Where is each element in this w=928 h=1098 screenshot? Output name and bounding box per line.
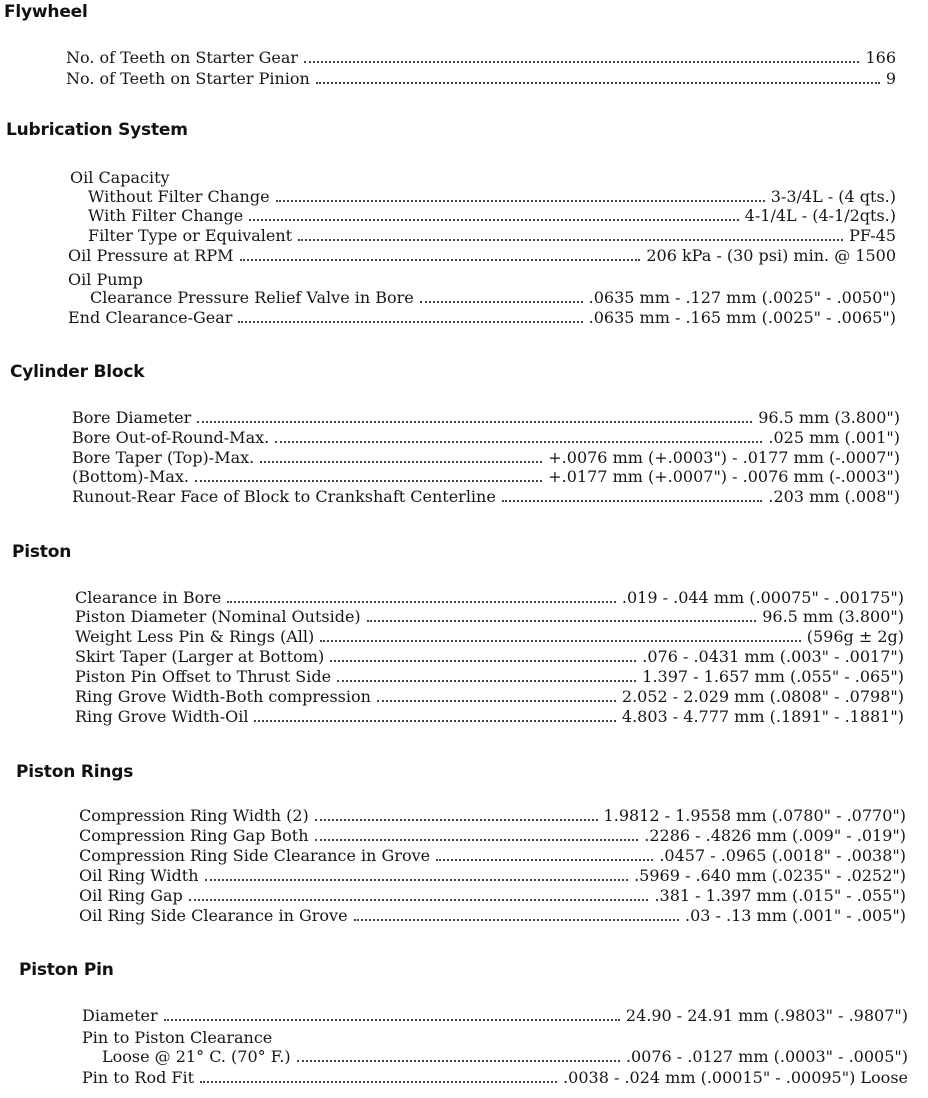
section-heading-piston-rings: Piston Rings	[16, 762, 134, 782]
spec-value: .203 mm (.008")	[768, 487, 900, 506]
dot-leader	[240, 259, 641, 261]
spec-label: Oil Ring Gap	[79, 886, 183, 905]
section-heading-piston-pin: Piston Pin	[19, 960, 114, 980]
spec-value: .2286 - .4826 mm (.009" - .019")	[644, 826, 906, 845]
spec-label: Clearance in Bore	[75, 588, 222, 607]
spec-label: Oil Pressure at RPM	[68, 246, 234, 265]
spec-value: .381 - 1.397 mm (.015" - .055")	[654, 886, 906, 905]
dot-leader	[275, 441, 762, 443]
spec-value: 166	[865, 48, 896, 67]
spec-label: Compression Ring Side Clearance in Grove	[79, 846, 431, 865]
spec-row	[66, 69, 896, 88]
spec-value: +.0076 mm (+.0003") - .0177 mm (-.0007")	[548, 448, 900, 467]
spec-value: 1.397 - 1.657 mm (.055" - .065")	[642, 667, 904, 686]
spec-row	[68, 246, 896, 265]
dot-leader	[502, 500, 763, 502]
spec-label: Bore Diameter	[72, 408, 192, 427]
spec-value: .0635 mm - .127 mm (.0025" - .0050")	[588, 288, 896, 307]
dot-leader	[205, 879, 629, 881]
spec-label: Oil Ring Side Clearance in Grove	[79, 906, 348, 925]
spec-value: .03 - .13 mm (.001" - .005")	[684, 906, 906, 925]
dot-leader	[330, 660, 636, 662]
spec-row	[82, 1068, 908, 1087]
dot-leader	[354, 919, 679, 921]
spec-row	[79, 846, 906, 865]
spec-label: No. of Teeth on Starter Pinion	[66, 69, 310, 88]
dot-leader	[315, 839, 639, 841]
spec-label: Oil Ring Width	[79, 866, 199, 885]
spec-row	[66, 48, 896, 67]
dot-leader	[249, 219, 739, 221]
spec-value: +.0177 mm (+.0007") - .0076 mm (-.0003")	[548, 467, 900, 486]
spec-value: .019 - .044 mm (.00075" - .00175")	[621, 588, 904, 607]
spec-row	[72, 487, 900, 506]
spec-row	[75, 627, 904, 646]
spec-subheading	[68, 270, 143, 289]
spec-row	[75, 687, 904, 706]
spec-row	[72, 408, 900, 427]
spec-row	[75, 647, 904, 666]
spec-value: 4.803 - 4.777 mm (.1891" - .1881")	[621, 707, 904, 726]
spec-label: Clearance Pressure Relief Valve in Bore	[90, 288, 414, 307]
spec-value: .5969 - .640 mm (.0235" - .0252")	[634, 866, 906, 885]
spec-value: .0457 - .0965 (.0018" - .0038")	[659, 846, 906, 865]
spec-row	[72, 428, 900, 447]
spec-value: 206 kPa - (30 psi) min. @ 1500	[646, 246, 896, 265]
section-heading-lubrication-system: Lubrication System	[6, 120, 188, 140]
dot-leader	[195, 480, 542, 482]
spec-label: Compression Ring Gap Both	[79, 826, 309, 845]
spec-value: PF-45	[849, 226, 896, 245]
spec-label: Weight Less Pin & Rings (All)	[75, 627, 315, 646]
spec-label: Bore Out-of-Round-Max.	[72, 428, 270, 447]
spec-label: Loose @ 21° C. (70° F.)	[102, 1047, 291, 1066]
spec-row	[82, 1006, 908, 1025]
dot-leader	[304, 61, 859, 63]
spec-subheading	[70, 168, 170, 187]
spec-label: Diameter	[82, 1006, 158, 1025]
spec-label: Compression Ring Width (2)	[79, 806, 309, 825]
dot-leader	[297, 1060, 620, 1062]
dot-leader	[320, 640, 800, 642]
spec-label: Pin to Piston Clearance	[82, 1028, 273, 1047]
dot-leader	[276, 200, 765, 202]
spec-row	[90, 288, 896, 307]
spec-label: Piston Diameter (Nominal Outside)	[75, 607, 361, 626]
dot-leader	[260, 461, 542, 463]
spec-value: 24.90 - 24.91 mm (.9803" - .9807")	[625, 1006, 908, 1025]
spec-value: 96.5 mm (3.800")	[758, 408, 900, 427]
section-heading-flywheel: Flywheel	[4, 2, 88, 22]
spec-label: (Bottom)-Max.	[72, 467, 189, 486]
spec-row	[79, 826, 906, 845]
spec-label: End Clearance-Gear	[68, 308, 233, 327]
spec-label: Ring Grove Width-Oil	[75, 707, 249, 726]
dot-leader	[254, 720, 615, 722]
spec-row	[75, 607, 904, 626]
dot-leader	[316, 82, 880, 84]
spec-row	[68, 308, 896, 327]
section-heading-piston: Piston	[12, 542, 72, 562]
dot-leader	[436, 859, 653, 861]
section-heading-cylinder-block: Cylinder Block	[10, 362, 145, 382]
spec-value: .0038 - .024 mm (.00015" - .00095") Loose	[563, 1068, 908, 1087]
spec-label: Without Filter Change	[88, 187, 270, 206]
spec-row	[72, 448, 900, 467]
dot-leader	[367, 620, 757, 622]
spec-label: Oil Pump	[68, 270, 143, 289]
spec-label: Bore Taper (Top)-Max.	[72, 448, 255, 467]
spec-value: 1.9812 - 1.9558 mm (.0780" - .0770")	[603, 806, 906, 825]
dot-leader	[238, 321, 582, 323]
spec-label: Piston Pin Offset to Thrust Side	[75, 667, 332, 686]
spec-value: (596g ± 2g)	[806, 627, 904, 646]
spec-row	[75, 707, 904, 726]
dot-leader	[377, 700, 616, 702]
dot-leader	[189, 899, 649, 901]
spec-subheading	[82, 1028, 272, 1047]
spec-row	[75, 667, 904, 686]
spec-label: Ring Grove Width-Both compression	[75, 687, 371, 706]
spec-row	[75, 588, 904, 607]
spec-label: Filter Type or Equivalent	[88, 226, 293, 245]
spec-row	[88, 206, 896, 225]
spec-label: Skirt Taper (Larger at Bottom)	[75, 647, 325, 666]
spec-value: 96.5 mm (3.800")	[762, 607, 904, 626]
dot-leader	[420, 301, 583, 303]
dot-leader	[200, 1081, 557, 1083]
spec-value: 3-3/4L - (4 qts.)	[770, 187, 896, 206]
dot-leader	[337, 680, 636, 682]
spec-label: With Filter Change	[88, 206, 244, 225]
spec-row	[79, 906, 906, 925]
spec-label: Pin to Rod Fit	[82, 1068, 195, 1087]
spec-value: .025 mm (.001")	[768, 428, 900, 447]
dot-leader	[298, 239, 843, 241]
spec-row	[102, 1047, 908, 1066]
dot-leader	[164, 1019, 620, 1021]
dot-leader	[197, 421, 752, 423]
spec-label: Runout-Rear Face of Block to Crankshaft Centerline	[72, 487, 496, 506]
spec-row	[79, 866, 906, 885]
spec-row	[88, 226, 896, 245]
spec-label: Oil Capacity	[70, 168, 170, 187]
spec-row	[88, 187, 896, 206]
spec-value: 9	[885, 69, 896, 88]
spec-value: 2.052 - 2.029 mm (.0808" - .0798")	[621, 687, 904, 706]
spec-row	[72, 467, 900, 486]
spec-label: No. of Teeth on Starter Gear	[66, 48, 299, 67]
spec-value: 4-1/4L - (4-1/2qts.)	[744, 206, 896, 225]
spec-value: .0635 mm - .165 mm (.0025" - .0065")	[588, 308, 896, 327]
spec-row	[79, 886, 906, 905]
dot-leader	[227, 601, 616, 603]
spec-value: .076 - .0431 mm (.003" - .0017")	[642, 647, 904, 666]
spec-row	[79, 806, 906, 825]
dot-leader	[315, 819, 598, 821]
spec-value: .0076 - .0127 mm (.0003" - .0005")	[625, 1047, 908, 1066]
